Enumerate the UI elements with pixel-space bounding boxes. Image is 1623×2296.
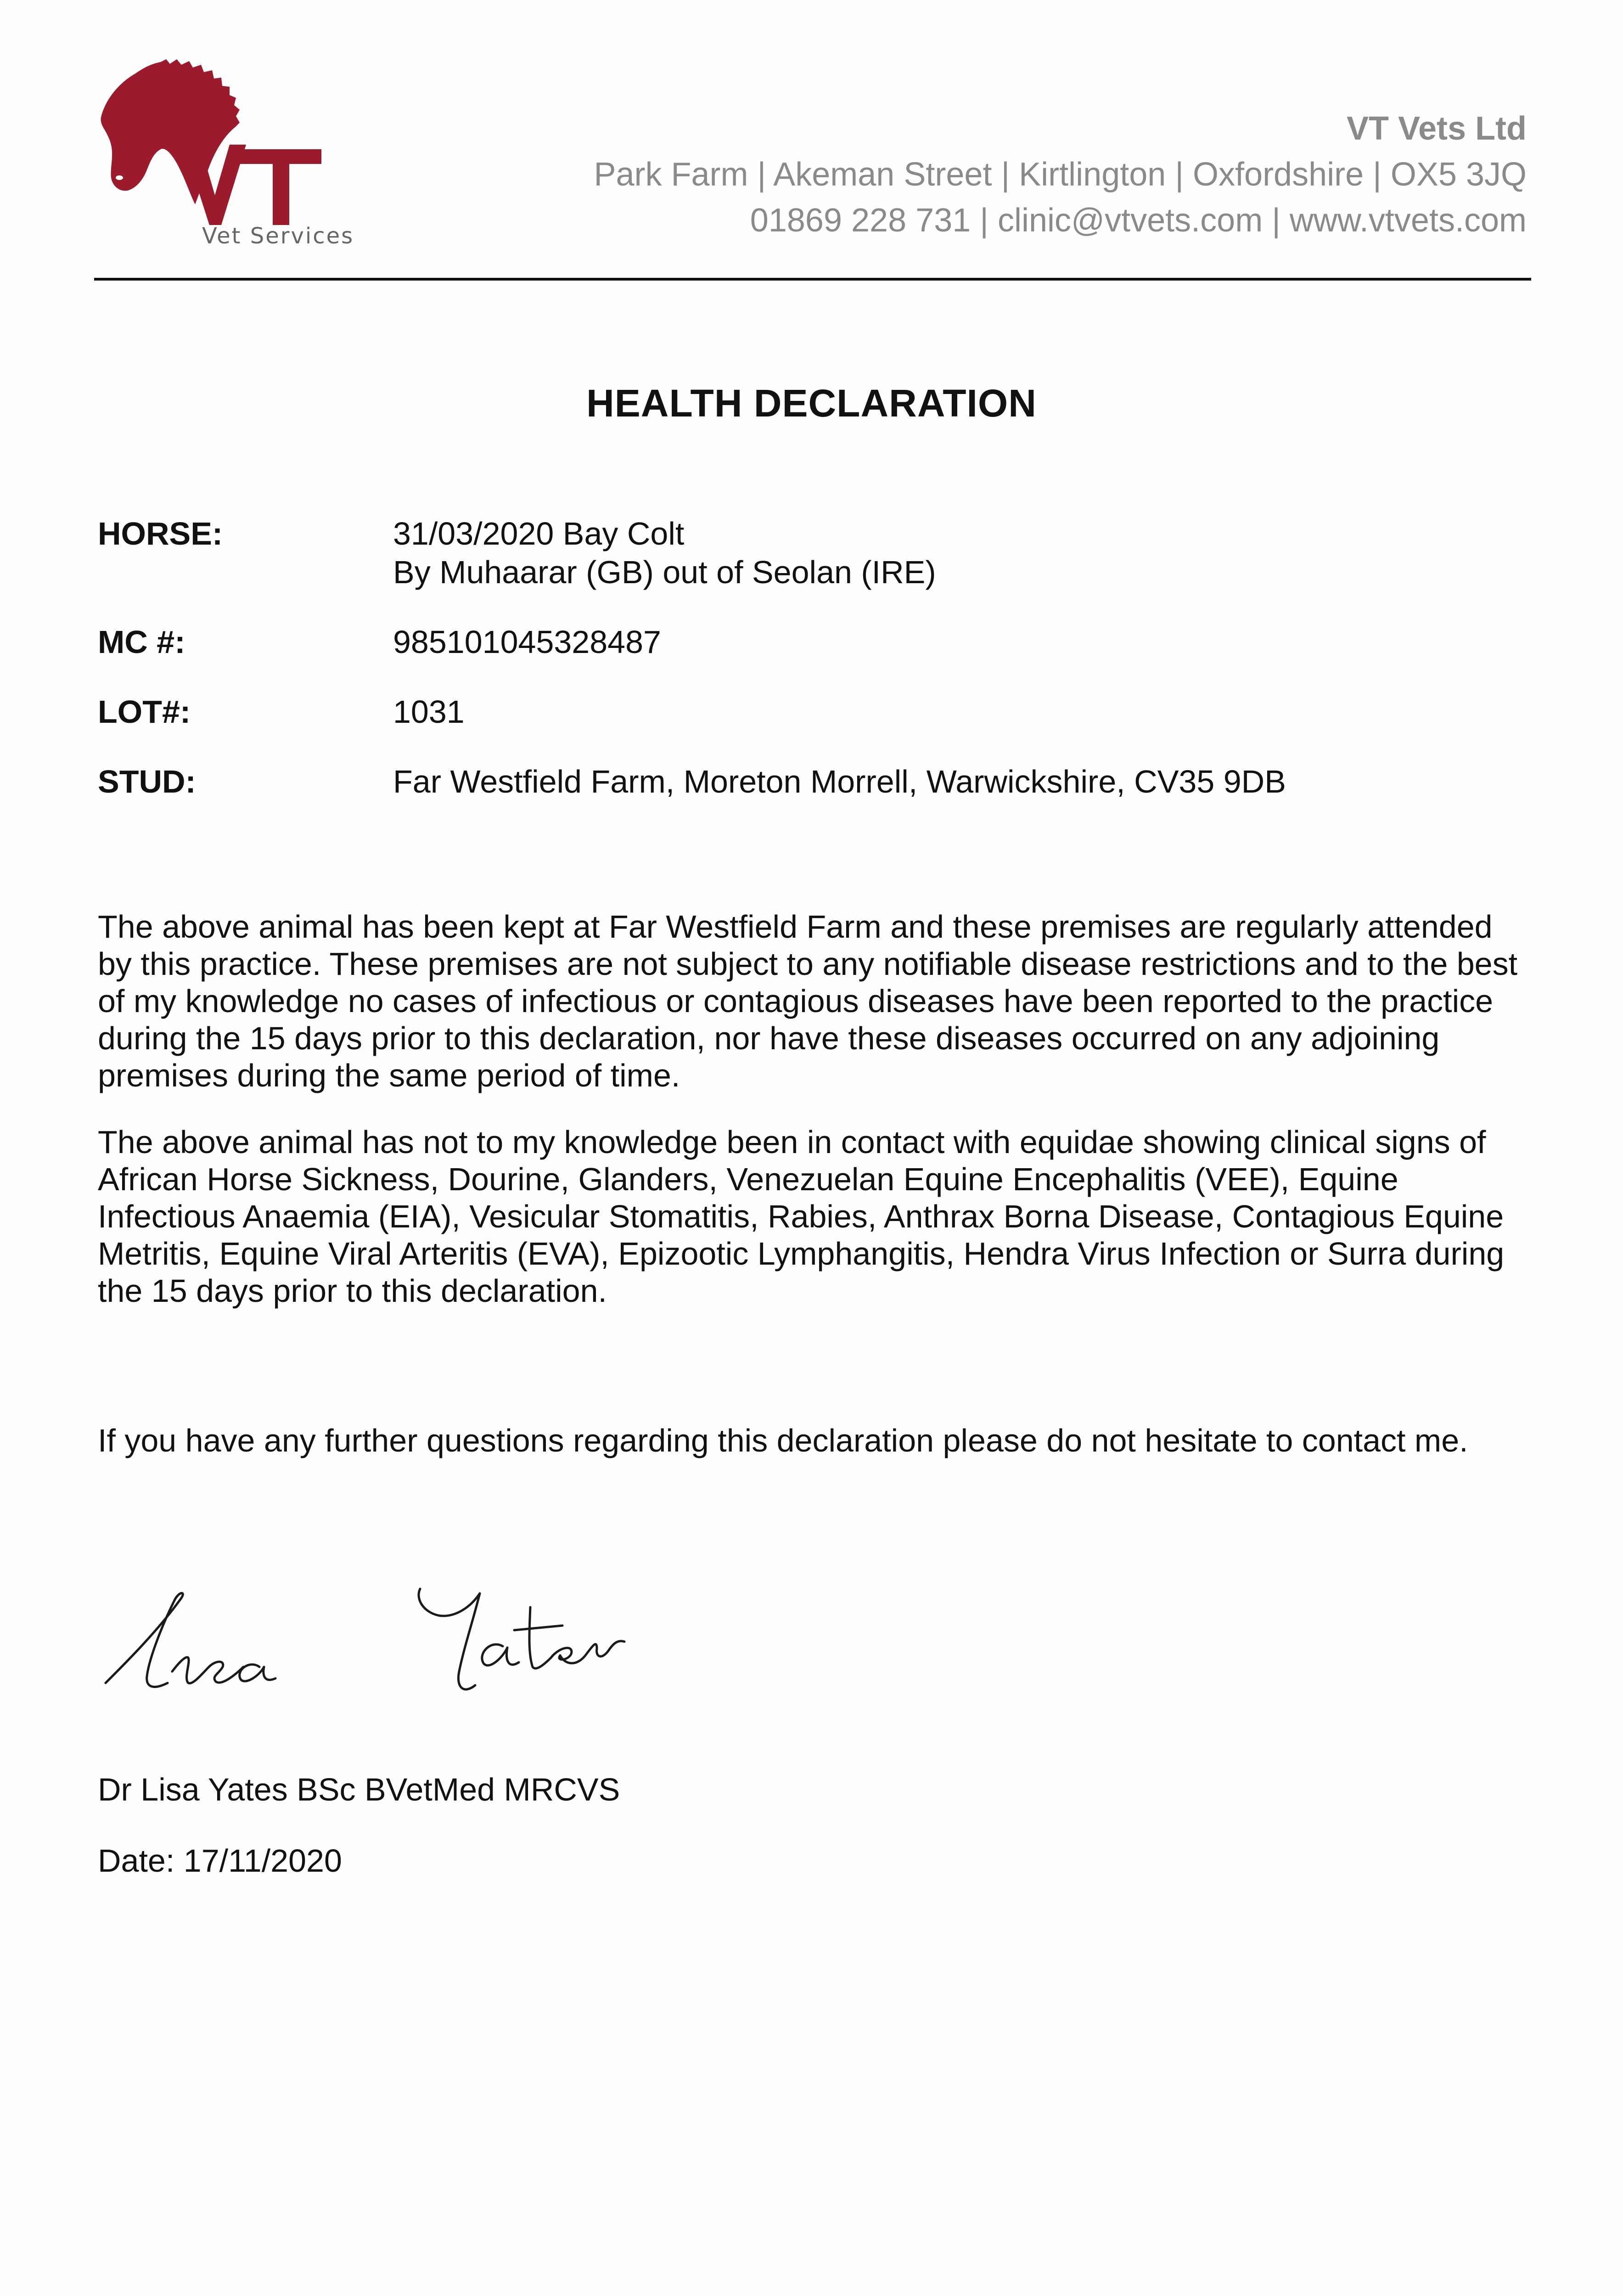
horse-head-logo-icon: [92, 57, 358, 250]
horse-details: [98, 514, 1530, 832]
header-divider: [94, 278, 1531, 281]
company-contact: 01869 228 731 | clinic@vtvets.com | www.vtvets.com: [750, 202, 1527, 239]
handwritten-signature: [99, 1580, 705, 1713]
lot-label: LOT#:: [98, 694, 191, 730]
declaration-body: [98, 908, 1535, 1339]
mc-value: 985101045328487: [393, 624, 661, 660]
signer-name: Dr Lisa Yates BSc BVetMed MRCVS: [98, 1772, 620, 1807]
declaration-paragraph-premises: The above animal has been kept at Far Westfield Farm and these premises are regularly attended by this practice. These premises are not subject to any notifiable disease restrictions and to the best of my knowledge no cases of infectious or contagious diseases have been reported to the practice during the 15 days prior to this declaration, nor have these diseases occurred on any adjoining premises during the same period of time.: [98, 909, 1518, 1093]
horse-value: [393, 514, 936, 591]
field-horse: [98, 514, 1530, 591]
field-lot: [98, 692, 1530, 731]
field-stud: [98, 762, 1530, 801]
lot-value: 1031: [393, 694, 465, 730]
horse-label: HORSE:: [98, 516, 223, 551]
stud-value: Far Westfield Farm, Moreton Morrell, Warwickshire, CV35 9DB: [393, 764, 1286, 799]
company-name: VT Vets Ltd: [1346, 110, 1527, 147]
company-address: Park Farm | Akeman Street | Kirtlington | Oxfordshire | OX5 3JQ: [594, 156, 1527, 193]
closing-statement: If you have any further questions regarding this declaration please do not hesitate to contact me.: [98, 1423, 1468, 1458]
mc-label: MC #:: [98, 624, 185, 660]
company-info: [594, 106, 1527, 243]
logo-subtitle-text: Vet Services: [202, 223, 354, 249]
horse-value-line2: By Muhaarar (GB) out of Seolan (IRE): [393, 554, 936, 590]
declaration-paragraph-contact: The above animal has not to my knowledge been in contact with equidae showing clinical signs of African Horse Sickness, Dourine, Glanders, Venezuelan Equine Encephalitis (VEE), Equine Infectious Anaemia (EIA), Vesicular Stomatitis, Rabies, Anthrax Borna Disease, Contagious Equine Metritis, Equine Viral Arteritis (EVA), Epizootic Lymphangitis, Hendra Virus Infection or Surra during the 15 days prior to this declaration.: [98, 1124, 1505, 1309]
stud-label: STUD:: [98, 764, 196, 799]
field-mc: [98, 623, 1530, 661]
declaration-date: Date: 17/11/2020: [98, 1843, 342, 1879]
vt-vet-services-logo: [92, 57, 358, 250]
horse-value-line1: 31/03/2020 Bay Colt: [393, 516, 685, 551]
document-title: HEALTH DECLARATION: [586, 382, 1037, 425]
